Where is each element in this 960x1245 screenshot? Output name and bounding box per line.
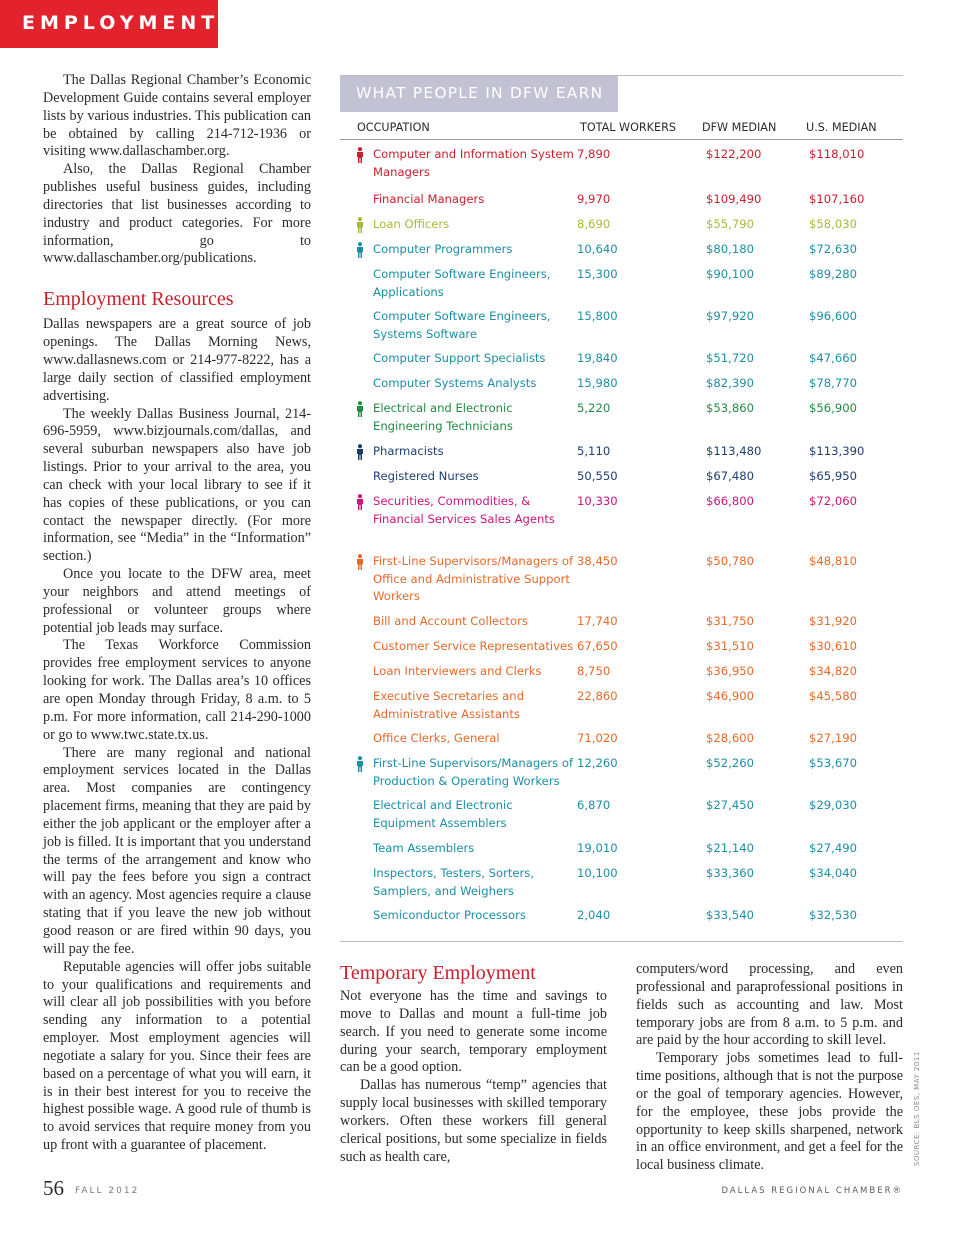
total-workers-cell: 22,860 (577, 689, 618, 703)
occupation-cell: Semiconductor Processors (373, 908, 526, 922)
occupation-cell: Securities, Commodities, & Financial Services Sales Agents (373, 494, 555, 526)
us-median-cell: $78,770 (809, 376, 857, 390)
occupation-cell: Inspectors, Testers, Sorters, Samplers, and Weighers (373, 866, 535, 898)
dfw-median-cell: $82,390 (706, 376, 754, 390)
header-dfw-median: DFW MEDIAN (702, 121, 777, 134)
page-number: 56 (43, 1176, 64, 1200)
occupation-cell: Team Assemblers (373, 841, 475, 855)
dfw-median-cell: $33,540 (706, 908, 754, 922)
intro-paragraph-1: The Dallas Regional Chamber’s Economic Development Guide contains several employer lists by various industries. This publication can be obtained by calling 214-712-1936 or visiting www.dallaschamber.org. (43, 72, 311, 160)
dfw-median-cell: $113,480 (706, 444, 762, 458)
temporary-paragraph-4: Temporary jobs sometimes lead to full-time positions, although that is not the purpose or the goal of temporary agencies. However, for the employee, these jobs provide the opportunity to keep skills sharpened, network in an office environment, and get a feel for the local business climate. (636, 1050, 903, 1174)
publisher-brand: DALLAS REGIONAL CHAMBER® (721, 1186, 903, 1196)
dfw-median-cell: $109,490 (706, 192, 762, 206)
total-workers-cell: 67,650 (577, 639, 618, 653)
dfw-median-cell: $52,260 (706, 756, 754, 770)
us-median-cell: $34,820 (809, 664, 857, 678)
navy-person-icon (355, 444, 365, 460)
section-banner-label: EMPLOYMENT (22, 12, 220, 34)
us-median-cell: $29,030 (809, 798, 857, 812)
total-workers-cell: 10,640 (577, 242, 618, 256)
us-median-cell: $30,610 (809, 639, 857, 653)
table-title: WHAT PEOPLE IN DFW EARN (356, 84, 604, 102)
occupation-cell: Bill and Account Collectors (373, 614, 528, 628)
dfw-median-cell: $36,950 (706, 664, 754, 678)
temporary-paragraph-1: Not everyone has the time and savings to move to Dallas and mount a full-time job search. If you need to generate some income during your search, temporary employment can be a good option. (340, 988, 607, 1076)
dfw-median-cell: $31,750 (706, 614, 754, 628)
occupation-cell: Financial Managers (373, 192, 485, 206)
dfw-median-cell: $80,180 (706, 242, 754, 256)
us-median-cell: $45,580 (809, 689, 857, 703)
dfw-median-cell: $46,900 (706, 689, 754, 703)
header-total-workers: TOTAL WORKERS (580, 121, 676, 134)
dfw-median-cell: $90,100 (706, 267, 754, 281)
us-median-cell: $27,490 (809, 841, 857, 855)
occupation-cell: Computer Support Specialists (373, 351, 546, 365)
dfw-median-cell: $53,860 (706, 401, 754, 415)
total-workers-cell: 15,300 (577, 267, 618, 281)
occupation-cell: Computer and Information System Managers (373, 147, 574, 179)
us-median-cell: $47,660 (809, 351, 857, 365)
green-person-icon (355, 401, 365, 417)
dfw-median-cell: $66,800 (706, 494, 754, 508)
occupation-cell: Computer Software Engineers, Applications (373, 267, 551, 299)
dfw-median-cell: $67,480 (706, 469, 754, 483)
us-median-cell: $53,670 (809, 756, 857, 770)
total-workers-cell: 10,330 (577, 494, 618, 508)
total-workers-cell: 5,110 (577, 444, 611, 458)
table-header-row (340, 120, 903, 140)
occupation-cell: First-Line Supervisors/Managers of Production & Operating Workers (373, 756, 574, 788)
temporary-column-1 (340, 988, 607, 1166)
total-workers-cell: 5,220 (577, 401, 611, 415)
resources-paragraph-1: Dallas newspapers are a great source of job openings. The Dallas Morning News, www.dallasnews.com or 214-977-8222, has a large daily section of classified employment advertising. (43, 316, 311, 404)
us-median-cell: $58,030 (809, 217, 857, 231)
teal-person-icon (355, 756, 365, 772)
total-workers-cell: 7,890 (577, 147, 611, 161)
issue-label: FALL 2012 (75, 1186, 140, 1196)
dfw-median-cell: $27,450 (706, 798, 754, 812)
occupation-cell: Registered Nurses (373, 469, 479, 483)
orange-person-icon (355, 554, 365, 570)
teal-person-icon (355, 242, 365, 258)
dfw-median-cell: $28,600 (706, 731, 754, 745)
total-workers-cell: 71,020 (577, 731, 618, 745)
olive-person-icon (355, 217, 365, 233)
occupation-cell: Executive Secretaries and Administrative Assistants (373, 689, 524, 721)
us-median-cell: $34,040 (809, 866, 857, 880)
total-workers-cell: 17,740 (577, 614, 618, 628)
resources-paragraph-3: Once you locate to the DFW area, meet your neighbors and attend meetings of professional or volunteer groups where potential job leads may surface. (43, 566, 311, 636)
us-median-cell: $32,530 (809, 908, 857, 922)
resources-paragraph-5: There are many regional and national employment services located in the Dallas area. Most companies are contingency placement firms, meaning that they are paid by either the job applicant or the employer after a job is filled. It is important that you understand the terms of the arrangement and know who will pay the fees before you sign a contract with an agency. Most agencies require a clause stating that if you leave the new job without good reason or are fired within 90 days, you will pay the fee. (43, 744, 311, 957)
occupation-cell: Computer Programmers (373, 242, 513, 256)
total-workers-cell: 10,100 (577, 866, 618, 880)
temporary-paragraph-2: Dallas has numerous “temp” agencies that supply local businesses with skilled temporary workers. Often these workers fill general clerical positions, but some specialize in fields such as health care, (340, 1077, 607, 1165)
resources-paragraph-4: The Texas Workforce Commission provides free employment services to anyone looking for work. The Dallas area’s 10 offices are open Monday through Friday, 8 a.m. to 5 p.m. For more information, call 214-290-1000 or go to www.twc.state.tx.us. (43, 637, 311, 743)
temporary-column-2 (636, 961, 903, 1175)
total-workers-cell: 8,690 (577, 217, 611, 231)
dfw-median-cell: $55,790 (706, 217, 754, 231)
dfw-median-cell: $51,720 (706, 351, 754, 365)
total-workers-cell: 8,750 (577, 664, 611, 678)
table-bottom-rule (340, 941, 903, 942)
occupation-cell: First-Line Supervisors/Managers of Office and Administrative Support Workers (373, 554, 574, 603)
section-banner (0, 0, 218, 48)
total-workers-cell: 15,800 (577, 309, 618, 323)
occupation-cell: Pharmacists (373, 444, 444, 458)
dfw-median-cell: $97,920 (706, 309, 754, 323)
intro-paragraph-2: Also, the Dallas Regional Chamber publishes useful business guides, including directories that list businesses according to industry and product categories. For more information, go to www.dallaschamber.org/publications. (43, 161, 311, 267)
us-median-cell: $31,920 (809, 614, 857, 628)
occupation-cell: Loan Officers (373, 217, 450, 231)
total-workers-cell: 6,870 (577, 798, 611, 812)
dfw-median-cell: $50,780 (706, 554, 754, 568)
occupation-cell: Electrical and Electronic Engineering Technicians (373, 401, 513, 433)
occupation-cell: Computer Systems Analysts (373, 376, 537, 390)
us-median-cell: $27,190 (809, 731, 857, 745)
total-workers-cell: 19,010 (577, 841, 618, 855)
temporary-paragraph-3: computers/word processing, and even professional and paraprofessional positions in fields such as accounting and law. Most temporary jobs are from 8 a.m. to 5 p.m. and are paid by the hour according to skill level. (636, 961, 903, 1049)
us-median-cell: $113,390 (809, 444, 865, 458)
dfw-median-cell: $31,510 (706, 639, 754, 653)
occupation-cell: Customer Service Representatives (373, 639, 574, 653)
us-median-cell: $96,600 (809, 309, 857, 323)
magenta-person-icon (355, 494, 365, 510)
us-median-cell: $56,900 (809, 401, 857, 415)
us-median-cell: $118,010 (809, 147, 865, 161)
total-workers-cell: 50,550 (577, 469, 618, 483)
total-workers-cell: 38,450 (577, 554, 618, 568)
total-workers-cell: 12,260 (577, 756, 618, 770)
us-median-cell: $107,160 (809, 192, 865, 206)
table-title-box (340, 76, 618, 112)
temporary-employment-heading: Temporary Employment (340, 962, 536, 984)
occupation-cell: Computer Software Engineers, Systems Software (373, 309, 551, 341)
employment-resources-heading: Employment Resources (43, 288, 234, 311)
dfw-median-cell: $122,200 (706, 147, 762, 161)
us-median-cell: $65,950 (809, 469, 857, 483)
left-column (43, 72, 311, 1155)
header-occupation: OCCUPATION (357, 121, 430, 134)
dfw-median-cell: $21,140 (706, 841, 754, 855)
resources-paragraph-2: The weekly Dallas Business Journal, 214-696-5959, www.bizjournals.com/dallas, and several suburban newspapers also have job listings. Prior to your arrival to the area, you can check with your local library to see if it has copies of these publications, or you can contact the newspaper directly. (For more information, see “Media” in the “Information” section.) (43, 405, 311, 565)
dfw-median-cell: $33,360 (706, 866, 754, 880)
us-median-cell: $72,060 (809, 494, 857, 508)
red-person-icon (355, 147, 365, 163)
total-workers-cell: 2,040 (577, 908, 611, 922)
us-median-cell: $72,630 (809, 242, 857, 256)
header-us-median: U.S. MEDIAN (806, 121, 877, 134)
occupation-cell: Electrical and Electronic Equipment Assemblers (373, 798, 513, 830)
us-median-cell: $48,810 (809, 554, 857, 568)
us-median-cell: $89,280 (809, 267, 857, 281)
total-workers-cell: 15,980 (577, 376, 618, 390)
source-note: SOURCE: BLS OES, MAY 2011 (913, 1051, 921, 1166)
total-workers-cell: 9,970 (577, 192, 611, 206)
total-workers-cell: 19,840 (577, 351, 618, 365)
occupation-cell: Office Clerks, General (373, 731, 500, 745)
resources-paragraph-6: Reputable agencies will offer jobs suitable to your qualifications and requirements and will clear all job possibilities with you before sending any information to a potential employer. Most employment agencies will negotiate a salary for you. Since their fees are based on a percentage of what you will earn, it is in their best interest for you to receive the highest possible wage. A good rule of thumb is to avoid services that require money from you up front with a guarantee of placement. (43, 958, 311, 1154)
occupation-cell: Loan Interviewers and Clerks (373, 664, 542, 678)
